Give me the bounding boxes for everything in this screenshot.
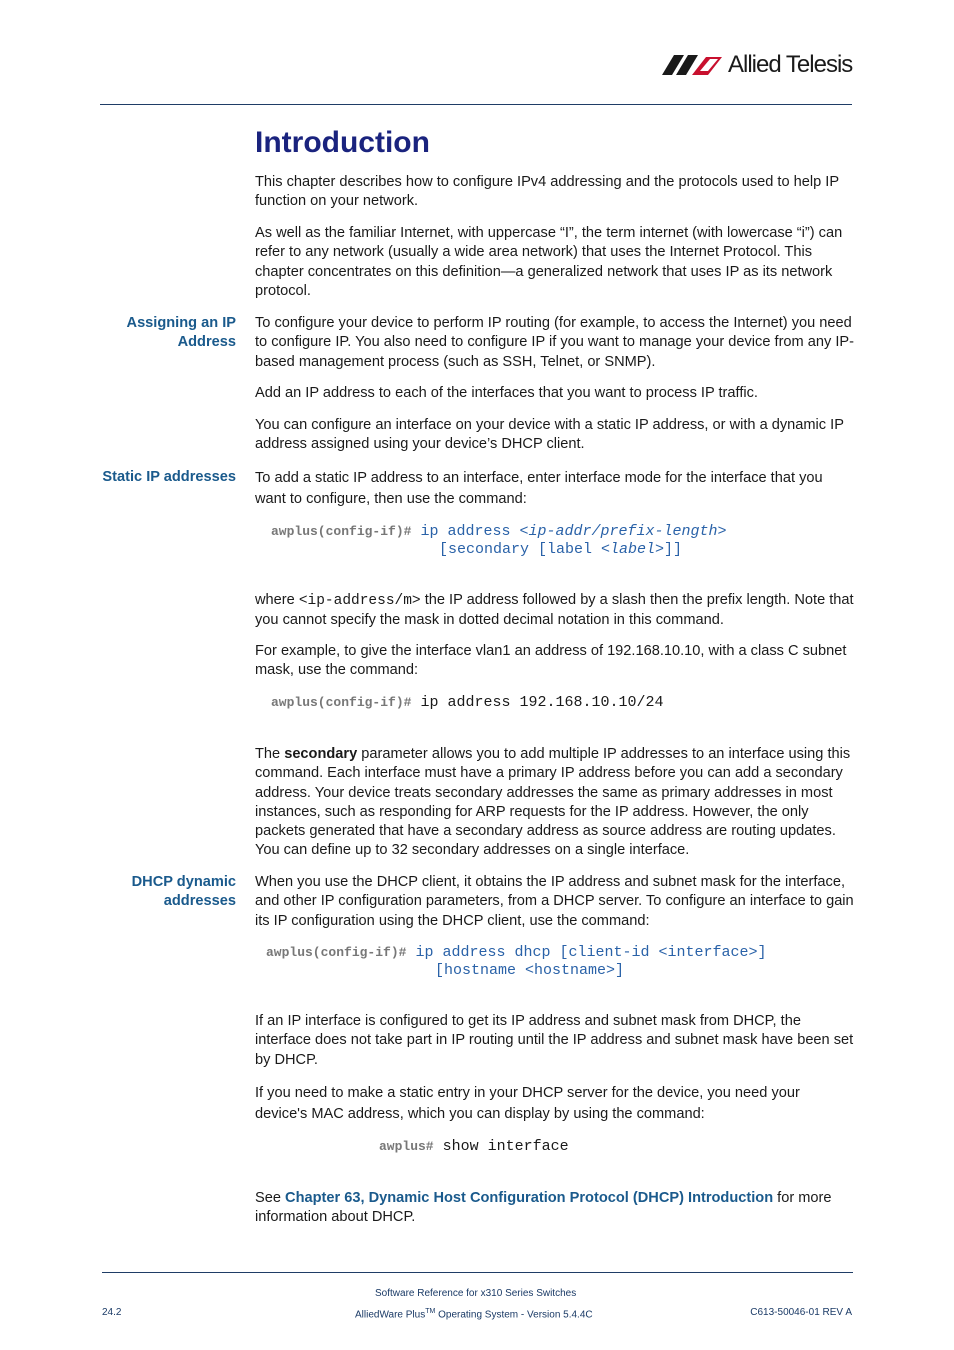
see-paragraph bbox=[255, 1189, 855, 1228]
side-heading-static-ip: Static IP addresses bbox=[102, 469, 236, 485]
dhcp-paragraph-2: If an IP interface is configured to get its IP address and subnet mask from DHCP, the interface does not take part in IP routing until the IP address and subnet mask have been set by DHCP. bbox=[255, 1013, 854, 1068]
command-ip-address-example bbox=[271, 694, 663, 712]
intro-paragraph-1: This chapter describes how to configure IPv4 addressing and the protocols used to help IP function on your network. bbox=[255, 174, 839, 210]
side-heading-assigning-ip bbox=[86, 314, 236, 353]
command-show-interface bbox=[379, 1138, 569, 1156]
command-text: ]] bbox=[664, 541, 683, 558]
dhcp-paragraph-1: When you use the DHCP client, it obtains the IP address and subnet mask for the interface, and other IP configuration parameters, from a DHCP server. To configure an interface to gain its IP configuration using the DHCP client, use the command: bbox=[255, 874, 854, 929]
command-text: ip address bbox=[411, 523, 520, 540]
chapter-63-link[interactable]: Chapter 63, Dynamic Host Configuration Protocol (DHCP) Introduction bbox=[285, 1190, 774, 1206]
where-text: where bbox=[255, 592, 299, 608]
header-rule bbox=[100, 104, 852, 105]
logo-mark-icon bbox=[662, 55, 724, 75]
footer-version bbox=[355, 1305, 593, 1321]
secondary-text: parameter allows you to add multiple IP addresses to an interface using this command. Each interface must have a primary IP address before you can add a secondary address. Your device treats secondary addresses the same as primary addresses in most instances, such as responding for ARP requests for the IP address. However, the only packets generated that have a secondary address as source address are routing updates. You can define up to 32 secondary addresses on a single interface. bbox=[255, 746, 851, 859]
where-paragraph bbox=[255, 591, 855, 631]
where-text: the IP address followed by a slash then the prefix length. Note that you cannot specify the mask in dotted decimal notation in this command. bbox=[255, 592, 854, 629]
footer-os-version: Operating System - Version 5.4.4C bbox=[435, 1309, 593, 1321]
side-heading-line: Address bbox=[177, 334, 236, 351]
static-paragraph-1: To add a static IP address to an interface, enter interface mode for the interface that you want to configure, then use the command: bbox=[255, 470, 823, 507]
footer-trademark: TM bbox=[425, 1308, 436, 1315]
assigning-paragraph-1: To configure your device to perform IP routing (for example, to access the Internet) you need to configure IP. You also need to configure IP if you want to manage your device from any IP-based management process (such as SSH, Telnet, or SNMP). bbox=[255, 315, 854, 370]
see-text: for more information about DHCP. bbox=[255, 1190, 832, 1226]
footer-product: AlliedWare Plus bbox=[355, 1309, 426, 1321]
command-text: ip address 192.168.10.10/24 bbox=[411, 694, 664, 711]
side-heading-line: Assigning an IP bbox=[126, 315, 236, 331]
command-text: show interface bbox=[433, 1138, 569, 1155]
page-title: Introduction bbox=[255, 126, 430, 159]
command-ip-address bbox=[271, 523, 727, 541]
cli-prompt: awplus(config-if)# bbox=[271, 695, 412, 710]
cli-prompt: awplus# bbox=[379, 1139, 434, 1154]
side-heading-line: DHCP dynamic bbox=[131, 874, 236, 890]
command-text: [secondary [label bbox=[439, 541, 602, 558]
logo-text: Allied Telesis bbox=[728, 51, 853, 78]
secondary-text: The bbox=[255, 746, 285, 762]
command-ip-address-line2 bbox=[439, 541, 682, 559]
command-ip-address-dhcp bbox=[266, 944, 767, 962]
assigning-paragraph-3: You can configure an interface on your device with a static IP address, or with a dynamic IP address assigned using your device’s DHCP client. bbox=[255, 417, 844, 453]
cli-prompt: awplus(config-if)# bbox=[271, 524, 412, 539]
secondary-bold: secondary bbox=[284, 746, 358, 762]
footer-doc-id: C613-50046-01 REV A bbox=[750, 1307, 852, 1318]
secondary-paragraph bbox=[255, 745, 855, 861]
example-paragraph: For example, to give the interface vlan1 an address of 192.168.10.10, with a class C subnet mask, use the command: bbox=[255, 643, 847, 679]
intro-paragraph-2: As well as the familiar Internet, with uppercase “I”, the term internet (with lowercase “i”) can refer to any network (usually a wide area network) that uses the Internet Protocol. This chapter concentrates on this definition—a generalized network that uses IP as its network protocol. bbox=[255, 225, 843, 299]
footer-title: Software Reference for x310 Series Switches bbox=[375, 1288, 577, 1299]
command-param: <ip-addr/prefix-length> bbox=[519, 523, 727, 540]
footer-rule bbox=[102, 1272, 853, 1273]
allied-telesis-logo bbox=[662, 50, 852, 80]
see-text: See bbox=[255, 1190, 286, 1206]
command-ip-address-dhcp-line2: [hostname <hostname>] bbox=[435, 962, 625, 979]
side-heading-line: addresses bbox=[163, 893, 236, 910]
command-text: ip address dhcp [client-id <interface>] bbox=[406, 944, 767, 961]
dhcp-paragraph-3: If you need to make a static entry in your DHCP server for the device, you need your device's MAC address, which you can display by using the command: bbox=[255, 1085, 800, 1122]
assigning-paragraph-2: Add an IP address to each of the interfaces that you want to process IP traffic. bbox=[255, 385, 758, 401]
command-param: <label> bbox=[601, 541, 665, 558]
footer-page-number: 24.2 bbox=[102, 1307, 122, 1318]
side-heading-dhcp bbox=[86, 873, 236, 912]
inline-code: <ip-address/m> bbox=[298, 593, 421, 609]
cli-prompt: awplus(config-if)# bbox=[266, 945, 407, 960]
